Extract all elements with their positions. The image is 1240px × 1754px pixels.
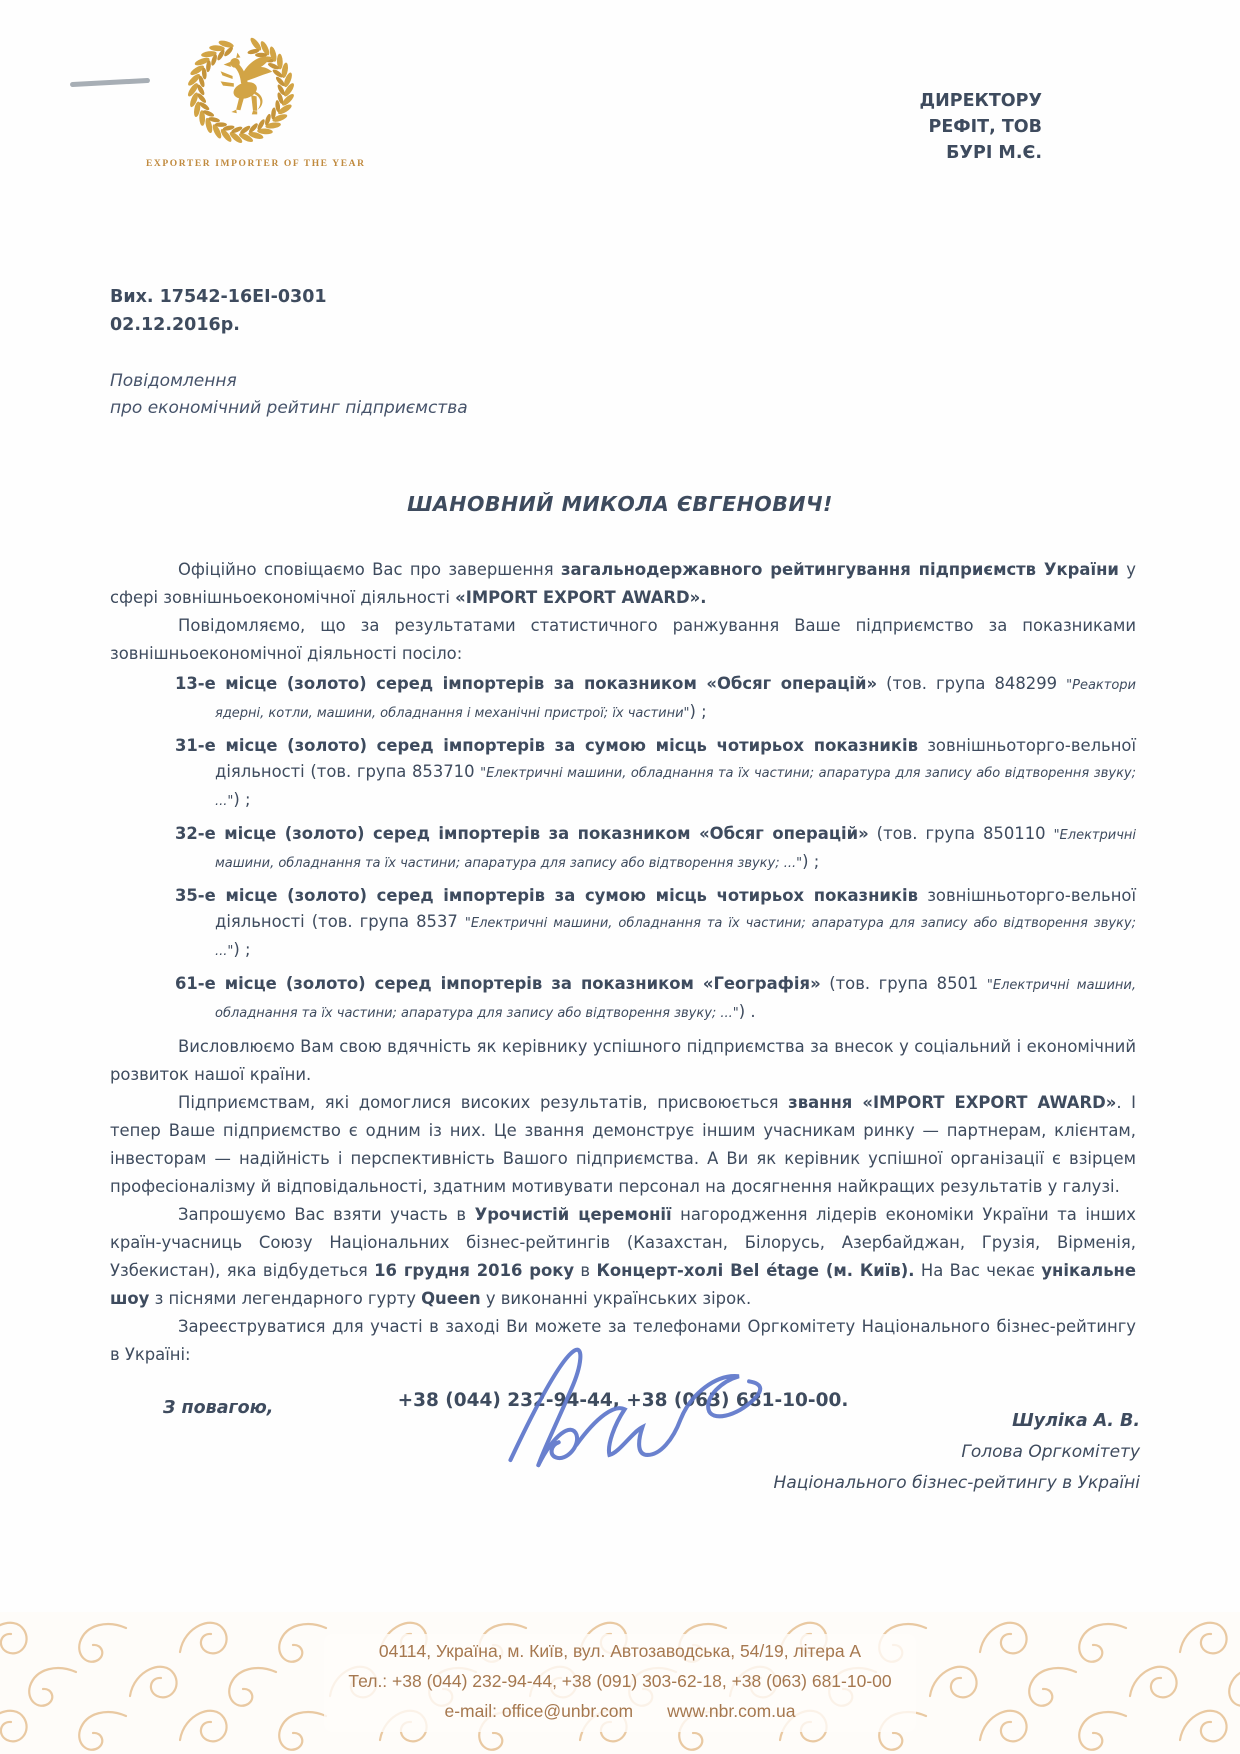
phone-numbers: +38 (044) 232-94-44, +38 (063) 681-10-00. (397, 1390, 849, 1411)
signer-name: Шуліка А. В. (1012, 1411, 1140, 1431)
signoff: З повагою, (163, 1398, 274, 1418)
rankings-list (110, 671, 1136, 1027)
logo-caption: EXPORTER IMPORTER OF THE YEAR (146, 159, 366, 169)
signer-title: Національного бізнес-рейтингу в Україні (773, 1473, 1140, 1493)
rank-list-item: 35-е місце (золото) серед імпортерів за сумою місць чотирьох показників зовнішньоторго-вельної діяльності (тов. група 8537 "Електричні машини, обладнання та їх частини; апаратура для запису або відтворення звуку; ...") ; (175, 886, 1137, 959)
paragraph: Запрошуємо Вас взяти участь в Урочистій церемонії нагородження лідерів економіки України та інших країн-учасниць Союзу Національних бізнес-рейтингів (Казахстан, Білорусь, Азербайджан, Грузія, Вірменія, Узбекистан), яка відбудеться 16 грудня 2016 року в Концерт-холі Bel étage (м. Київ). На Вас чекає унікальне шоу з піснями легендарного гурту Queen у виконанні українських зірок. (110, 1205, 1136, 1308)
footer-phones: Тел.: +38 (044) 232-94-44, +38 (091) 303-62-18, +38 (063) 681-10-00 (348, 1671, 892, 1691)
paragraph: Офіційно сповіщаємо Вас про завершення загальнодержавного рейтингування підприємств України у сфері зовнішньоекономічної діяльності «IMPORT EXPORT AWARD». (110, 560, 1136, 607)
subject-line: про економічний рейтинг підприємства (110, 398, 468, 418)
footer-website: www.nbr.com.ua (667, 1701, 796, 1721)
paragraph: Підприємствам, які домоглися високих результатів, присвоюється звання «IMPORT EXPORT AWARD». І тепер Ваше підприємство є одним із них. Це звання демонструє іншим учасникам ринку — партнерам, клієнтам, інвесторам — надійність і перспективність Вашого підприємства. А Ви як керівник успішної організації є взірцем професіоналізму й відповідальності, здатним мотивувати персонал на досягнення найкращих результатів у галузі. (110, 1093, 1136, 1196)
recipient-line: БУРІ М.Є. (946, 143, 1042, 163)
footer-address: 04114, Україна, м. Київ, вул. Автозаводська, 54/19, літера А (378, 1641, 862, 1661)
footer-web-line (348, 1696, 891, 1726)
recipient-line: ДИРЕКТОРУ (919, 91, 1042, 111)
handwritten-signature (480, 1338, 810, 1478)
rank-list-item: 13-е місце (золото) серед імпортерів за показником «Обсяг операцій» (тов. група 848299 "Реактори ядерні, котли, машини, обладнання і механічні пристрої; їх частини") ; (175, 674, 1136, 721)
salutation: ШАНОВНИЙ МИКОЛА ЄВГЕНОВИЧ! (407, 492, 833, 516)
reference-number: Вих. 17542-16EI-0301 (110, 287, 327, 307)
signer-title: Голова Оргкомітету (961, 1442, 1140, 1462)
subject-block (110, 368, 468, 422)
paragraph: Повідомляємо, що за результатами статистичного ранжування Ваше підприємство за показниками зовнішньоекономічної діяльності посіло: (110, 616, 1136, 663)
signer-block (774, 1406, 1140, 1499)
recipient-block (920, 88, 1042, 166)
reference-block (110, 283, 327, 339)
rank-list-item: 31-е місце (золото) серед імпортерів за сумою місць чотирьох показників зовнішньоторго-вельної діяльності (тов. група 853710 "Електричні машини, обладнання та їх частини; апаратура для запису або відтворення звуку; ...") ; (175, 736, 1137, 809)
scan-artifact-line (70, 78, 150, 87)
subject-line: Повідомлення (110, 371, 237, 391)
rank-list-item: 32-е місце (золото) серед імпортерів за показником «Обсяг операцій» (тов. група 850110 "Електричні машини, обладнання та їх частини; апаратура для запису або відтворення звуку; ...") ; (175, 824, 1136, 871)
footer-email: e-mail: office@unbr.com (444, 1701, 634, 1721)
laurel-wreath-griffin-icon (181, 28, 301, 154)
paragraph: Зареєструватися для участі в заході Ви можете за телефонами Оргкомітету Національного бізнес-рейтингу в Україні: (110, 1317, 1136, 1364)
award-logo (146, 28, 366, 169)
paragraph: Висловлюємо Вам свою вдячність як керівнику успішного підприємства за внесок у соціальний і економічний розвиток нашої країни. (110, 1037, 1136, 1084)
rank-list-item: 61-е місце (золото) серед імпортерів за показником «Географія» (тов. група 8501 "Електричні машини, обладнання та їх частини; апаратура для запису або відтворення звуку; ...") . (175, 974, 1136, 1021)
footer (0, 1612, 1240, 1754)
reference-date: 02.12.2016р. (110, 315, 240, 335)
footer-contact-block (324, 1634, 915, 1732)
recipient-line: РЕФІТ, ТОВ (928, 117, 1042, 137)
letter-body (110, 556, 1136, 1415)
